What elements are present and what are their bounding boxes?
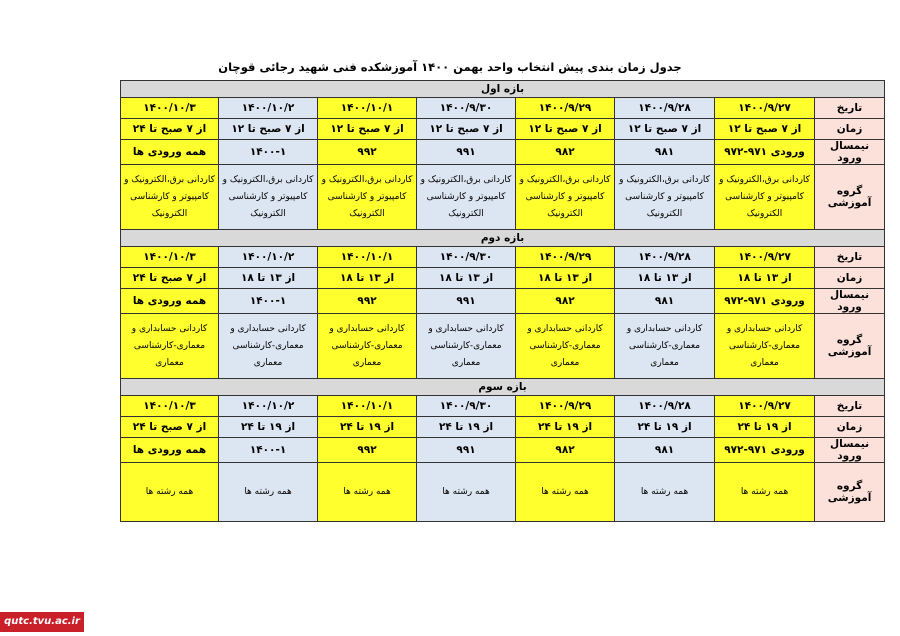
semester-row <box>121 140 885 165</box>
semester-cell: ۹۹۱ <box>417 289 516 314</box>
date-cell: ۱۴۰۰/۱۰/۲ <box>219 98 318 119</box>
date-cell: ۱۴۰۰/۹/۲۹ <box>516 98 615 119</box>
time-cell: از ۷ صبح تا ۱۲ <box>219 119 318 140</box>
semester-cell: ۹۸۲ <box>516 438 615 463</box>
period-title: بازه دوم <box>121 230 885 247</box>
time-cell: از ۱۳ تا ۱۸ <box>715 268 815 289</box>
group-cell: کاردانی برق،الکترونیک و کامپیوتر و کارشناسی الکترونیک <box>516 165 615 230</box>
date-label: تاریخ <box>815 396 885 417</box>
time-row <box>121 119 885 140</box>
semester-cell: ۹۸۲ <box>516 289 615 314</box>
time-label: زمان <box>815 119 885 140</box>
semester-cell: ۹۹۲ <box>318 438 417 463</box>
group-cell: کاردانی حسابداری و معماری-کارشناسی معماری <box>615 314 715 379</box>
date-cell: ۱۴۰۰/۹/۲۷ <box>715 247 815 268</box>
site-url-footer: qutc.tvu.ac.ir <box>0 612 84 632</box>
date-cell: ۱۴۰۰/۱۰/۲ <box>219 396 318 417</box>
date-cell: ۱۴۰۰/۹/۲۸ <box>615 247 715 268</box>
semester-label: نیمسال ورود <box>815 438 885 463</box>
group-cell: کاردانی برق،الکترونیک و کامپیوتر و کارشناسی الکترونیک <box>417 165 516 230</box>
group-cell: همه رشته ها <box>417 463 516 522</box>
semester-cell: ۹۸۱ <box>615 289 715 314</box>
date-label: تاریخ <box>815 98 885 119</box>
date-cell: ۱۴۰۰/۱۰/۳ <box>121 98 219 119</box>
semester-cell: همه ورودی ها <box>121 289 219 314</box>
semester-cell: ۱۴۰۰-۱ <box>219 140 318 165</box>
semester-cell: ورودی ۹۷۱-۹۷۲ <box>715 289 815 314</box>
time-cell: از ۱۹ تا ۲۴ <box>318 417 417 438</box>
group-row <box>121 165 885 230</box>
time-cell: از ۷ صبح تا ۱۲ <box>615 119 715 140</box>
date-cell: ۱۴۰۰/۹/۲۹ <box>516 396 615 417</box>
group-label: گروه آموزشی <box>815 314 885 379</box>
group-cell: همه رشته ها <box>121 463 219 522</box>
group-row <box>121 314 885 379</box>
time-row <box>121 268 885 289</box>
time-cell: از ۱۹ تا ۲۴ <box>219 417 318 438</box>
time-cell: از ۷ صبح تا ۱۲ <box>516 119 615 140</box>
time-cell: از ۱۳ تا ۱۸ <box>615 268 715 289</box>
group-cell: کاردانی حسابداری و معماری-کارشناسی معماری <box>715 314 815 379</box>
time-cell: از ۷ صبح تا ۱۲ <box>715 119 815 140</box>
group-cell: کاردانی حسابداری و معماری-کارشناسی معماری <box>219 314 318 379</box>
period-header-row <box>121 81 885 98</box>
semester-label: نیمسال ورود <box>815 289 885 314</box>
group-label: گروه آموزشی <box>815 463 885 522</box>
group-cell: کاردانی حسابداری و معماری-کارشناسی معماری <box>516 314 615 379</box>
page-title: جدول زمان بندی پیش انتخاب واحد بهمن ۱۴۰۰ آموزشکده فنی شهید رجائی قوچان <box>218 60 682 74</box>
date-cell: ۱۴۰۰/۹/۳۰ <box>417 396 516 417</box>
group-cell: کاردانی حسابداری و معماری-کارشناسی معماری <box>121 314 219 379</box>
group-cell: کاردانی حسابداری و معماری-کارشناسی معماری <box>417 314 516 379</box>
period-title: بازه سوم <box>121 379 885 396</box>
time-row <box>121 417 885 438</box>
date-cell: ۱۴۰۰/۹/۲۸ <box>615 396 715 417</box>
date-cell: ۱۴۰۰/۹/۲۹ <box>516 247 615 268</box>
group-cell: کاردانی برق،الکترونیک و کامپیوتر و کارشناسی الکترونیک <box>121 165 219 230</box>
time-cell: از ۱۹ تا ۲۴ <box>615 417 715 438</box>
semester-row <box>121 289 885 314</box>
period-header-row <box>121 379 885 396</box>
date-cell: ۱۴۰۰/۹/۲۷ <box>715 98 815 119</box>
group-row <box>121 463 885 522</box>
date-cell: ۱۴۰۰/۹/۲۸ <box>615 98 715 119</box>
group-cell: همه رشته ها <box>615 463 715 522</box>
date-cell: ۱۴۰۰/۹/۳۰ <box>417 98 516 119</box>
group-cell: همه رشته ها <box>516 463 615 522</box>
time-cell: از ۱۹ تا ۲۴ <box>417 417 516 438</box>
time-cell: از ۱۳ تا ۱۸ <box>219 268 318 289</box>
time-label: زمان <box>815 268 885 289</box>
group-label: گروه آموزشی <box>815 165 885 230</box>
date-row <box>121 396 885 417</box>
semester-cell: ۱۴۰۰-۱ <box>219 289 318 314</box>
time-cell: از ۱۳ تا ۱۸ <box>417 268 516 289</box>
group-cell: همه رشته ها <box>219 463 318 522</box>
date-cell: ۱۴۰۰/۱۰/۱ <box>318 396 417 417</box>
semester-row <box>121 438 885 463</box>
date-label: تاریخ <box>815 247 885 268</box>
group-cell: کاردانی حسابداری و معماری-کارشناسی معماری <box>318 314 417 379</box>
time-cell: از ۱۳ تا ۱۸ <box>516 268 615 289</box>
semester-cell: همه ورودی ها <box>121 140 219 165</box>
semester-cell: ۹۹۱ <box>417 140 516 165</box>
semester-cell: ۹۸۱ <box>615 438 715 463</box>
time-cell: از ۱۹ تا ۲۴ <box>715 417 815 438</box>
time-label: زمان <box>815 417 885 438</box>
semester-cell: ۹۸۱ <box>615 140 715 165</box>
semester-cell: ۹۸۲ <box>516 140 615 165</box>
time-cell: از ۷ صبح تا ۱۲ <box>318 119 417 140</box>
date-cell: ۱۴۰۰/۹/۲۷ <box>715 396 815 417</box>
period-header-row <box>121 230 885 247</box>
semester-cell: همه ورودی ها <box>121 438 219 463</box>
date-cell: ۱۴۰۰/۱۰/۳ <box>121 247 219 268</box>
group-cell: همه رشته ها <box>318 463 417 522</box>
period-title: بازه اول <box>121 81 885 98</box>
group-cell: کاردانی برق،الکترونیک و کامپیوتر و کارشناسی الکترونیک <box>318 165 417 230</box>
semester-label: نیمسال ورود <box>815 140 885 165</box>
time-cell: از ۷ صبح تا ۲۴ <box>121 417 219 438</box>
date-cell: ۱۴۰۰/۹/۳۰ <box>417 247 516 268</box>
semester-cell: ورودی ۹۷۱-۹۷۲ <box>715 438 815 463</box>
time-cell: از ۷ صبح تا ۲۴ <box>121 119 219 140</box>
semester-cell: ۹۹۱ <box>417 438 516 463</box>
schedule-table <box>120 80 885 522</box>
date-cell: ۱۴۰۰/۱۰/۱ <box>318 98 417 119</box>
date-cell: ۱۴۰۰/۱۰/۱ <box>318 247 417 268</box>
semester-cell: ۹۹۲ <box>318 289 417 314</box>
date-row <box>121 98 885 119</box>
date-cell: ۱۴۰۰/۱۰/۲ <box>219 247 318 268</box>
semester-cell: ۱۴۰۰-۱ <box>219 438 318 463</box>
semester-cell: ۹۹۲ <box>318 140 417 165</box>
group-cell: کاردانی برق،الکترونیک و کامپیوتر و کارشناسی الکترونیک <box>715 165 815 230</box>
time-cell: از ۷ صبح تا ۱۲ <box>417 119 516 140</box>
group-cell: کاردانی برق،الکترونیک و کامپیوتر و کارشناسی الکترونیک <box>219 165 318 230</box>
group-cell: کاردانی برق،الکترونیک و کامپیوتر و کارشناسی الکترونیک <box>615 165 715 230</box>
time-cell: از ۷ صبح تا ۲۴ <box>121 268 219 289</box>
semester-cell: ورودی ۹۷۱-۹۷۲ <box>715 140 815 165</box>
time-cell: از ۱۳ تا ۱۸ <box>318 268 417 289</box>
group-cell: همه رشته ها <box>715 463 815 522</box>
date-row <box>121 247 885 268</box>
time-cell: از ۱۹ تا ۲۴ <box>516 417 615 438</box>
date-cell: ۱۴۰۰/۱۰/۳ <box>121 396 219 417</box>
